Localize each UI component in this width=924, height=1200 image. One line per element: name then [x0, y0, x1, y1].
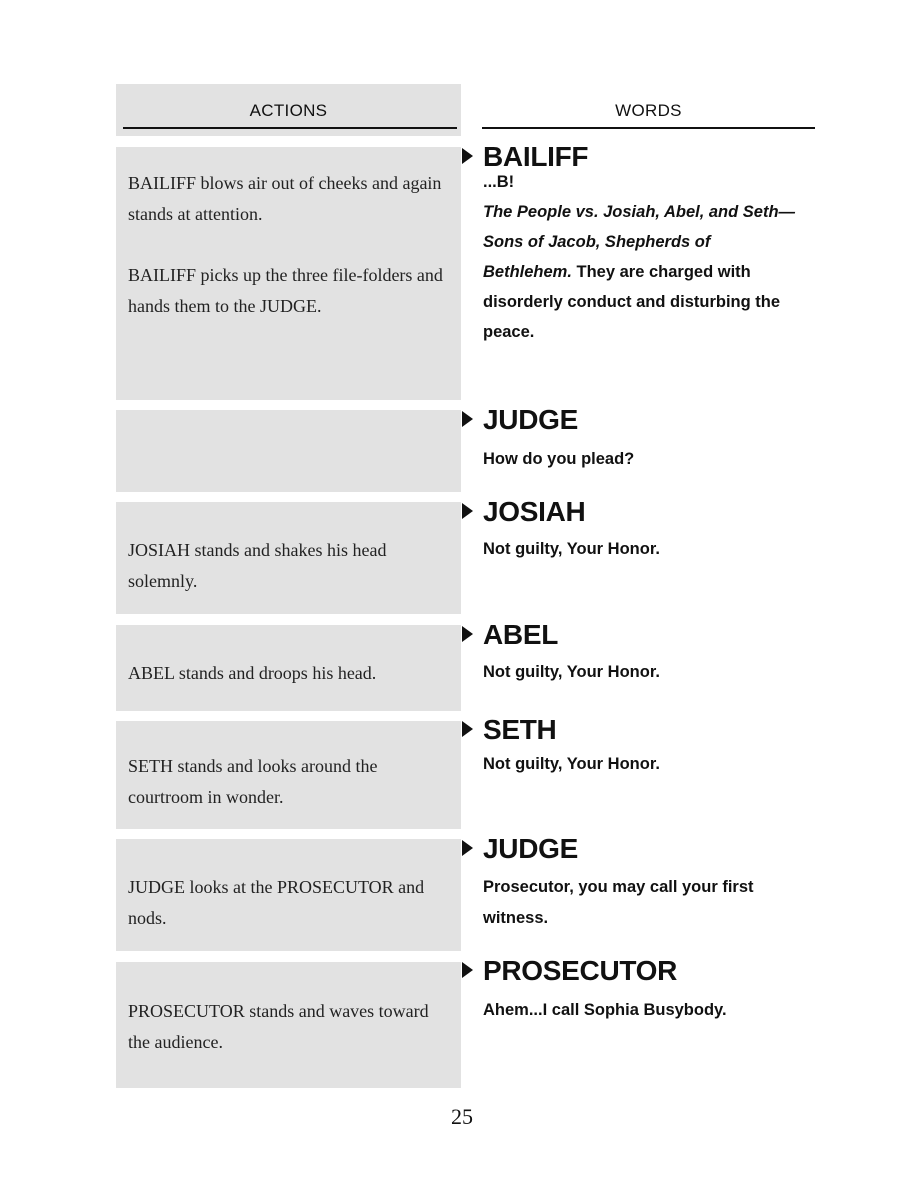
speaker-name: JUDGE [483, 833, 578, 864]
triangle-marker-icon [462, 626, 473, 642]
words-josiah: Not guilty, Your Honor. [483, 540, 660, 558]
action-box-judge-1 [116, 410, 461, 492]
action-text-judge-2: JUDGE looks at the PROSECUTOR and nods. [128, 877, 425, 928]
action-text-josiah: JOSIAH stands and shakes his head solemnly. [128, 540, 387, 591]
speaker-abel [462, 619, 558, 651]
words-abel: Not guilty, Your Honor. [483, 663, 660, 681]
speaker-name: PROSECUTOR [483, 955, 678, 986]
triangle-marker-icon [462, 840, 473, 856]
speaker-josiah [462, 496, 585, 528]
actions-header-rule [123, 127, 457, 129]
words-seth: Not guilty, Your Honor. [483, 755, 660, 773]
speaker-judge-2 [462, 833, 578, 865]
speaker-seth [462, 714, 556, 746]
words-judge-1: How do you plead? [483, 450, 635, 468]
words-bailiff-line1: ...B! [483, 173, 515, 191]
action-text-abel: ABEL stands and droops his head. [128, 663, 377, 683]
triangle-marker-icon [462, 721, 473, 737]
speaker-name: SETH [483, 714, 557, 745]
action-text-bailiff-1: BAILIFF blows air out of cheeks and again stands at attention. [128, 173, 442, 224]
triangle-marker-icon [462, 148, 473, 164]
words-column-header: WORDS [615, 101, 682, 120]
speaker-prosecutor [462, 955, 677, 987]
words-bailiff-rest: They are charged with disorderly conduct and disturbing the peace. [483, 263, 781, 341]
words-judge-2: Prosecutor, you may call your first witness. [483, 878, 754, 927]
words-bailiff-italic: The People vs. Josiah, Abel, and Seth—Sons of Jacob, Shepherds of Bethlehem. [483, 203, 796, 281]
page-number: 25 [451, 1104, 473, 1129]
actions-column-header: ACTIONS [249, 101, 328, 120]
action-text-seth: SETH stands and looks around the courtroom in wonder. [128, 756, 378, 807]
triangle-marker-icon [462, 962, 473, 978]
triangle-marker-icon [462, 411, 473, 427]
triangle-marker-icon [462, 503, 473, 519]
action-text-bailiff-2: BAILIFF picks up the three file-folders and hands them to the JUDGE. [128, 265, 443, 316]
words-header-rule [482, 127, 815, 129]
speaker-name: BAILIFF [483, 141, 589, 172]
words-prosecutor: Ahem...I call Sophia Busybody. [483, 1001, 727, 1019]
words-bailiff [483, 167, 803, 347]
action-text-prosecutor: PROSECUTOR stands and waves toward the audience. [128, 1001, 429, 1052]
speaker-name: ABEL [483, 619, 559, 650]
speaker-judge-1 [462, 404, 578, 436]
speaker-name: JOSIAH [483, 496, 586, 527]
speaker-name: JUDGE [483, 404, 578, 435]
